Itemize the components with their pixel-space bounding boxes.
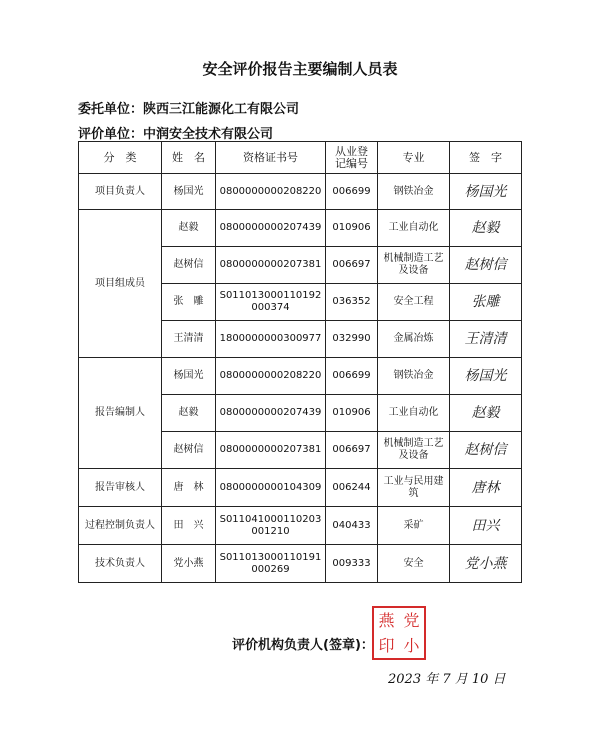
category-cell: 项目组成员 (79, 210, 162, 358)
evaluator-unit: 评价单位：中润安全技术有限公司 (78, 127, 274, 142)
name-cell: 赵毅 (162, 210, 216, 247)
cert-cell: 0800000000207381 (216, 247, 326, 284)
header-sign: 签 字 (450, 142, 522, 174)
cert-cell: S011041000110203001210 (216, 507, 326, 545)
name-cell: 杨国光 (162, 358, 216, 395)
header-category: 分 类 (79, 142, 162, 174)
table-header-row (79, 142, 522, 174)
seal-stamp (372, 606, 426, 660)
name-cell: 党小燕 (162, 545, 216, 583)
table-row (79, 358, 522, 395)
reg-cell: 006699 (326, 174, 378, 210)
seal-char: 燕 (378, 610, 395, 630)
seal-char: 小 (403, 635, 420, 655)
header-reg: 从业登 记编号 (326, 142, 378, 174)
name-cell: 赵毅 (162, 395, 216, 432)
cert-cell: 1800000000300977 (216, 321, 326, 358)
signature-cell: 党小燕 (450, 545, 522, 583)
name-cell: 张 雕 (162, 284, 216, 321)
name-cell: 赵树信 (162, 247, 216, 284)
major-cell: 金属冶炼 (378, 321, 450, 358)
signature-cell: 赵树信 (450, 247, 522, 284)
major-cell: 工业自动化 (378, 395, 450, 432)
major-cell: 工业与民用建筑 (378, 469, 450, 507)
cert-cell: 0800000000208220 (216, 174, 326, 210)
document-title: 安全评价报告主要编制人员表 (202, 60, 398, 78)
seal-char: 党 (403, 610, 420, 630)
signature-cell: 杨国光 (450, 174, 522, 210)
table-row (79, 507, 522, 545)
signature-cell: 赵毅 (450, 210, 522, 247)
table-row (79, 174, 522, 210)
cert-cell: 0800000000207439 (216, 395, 326, 432)
major-cell: 安全 (378, 545, 450, 583)
personnel-table (78, 141, 522, 583)
cert-cell: 0800000000104309 (216, 469, 326, 507)
name-cell: 王清清 (162, 321, 216, 358)
major-cell: 采矿 (378, 507, 450, 545)
client-unit: 委托单位：陕西三江能源化工有限公司 (78, 102, 300, 117)
major-cell: 钢铁冶金 (378, 174, 450, 210)
reg-cell: 032990 (326, 321, 378, 358)
header-major: 专业 (378, 142, 450, 174)
cert-cell: 0800000000207381 (216, 432, 326, 469)
reg-cell: 010906 (326, 395, 378, 432)
name-cell: 田 兴 (162, 507, 216, 545)
reg-cell: 036352 (326, 284, 378, 321)
signature-cell: 唐林 (450, 469, 522, 507)
major-cell: 机械制造工艺及设备 (378, 432, 450, 469)
name-cell: 唐 林 (162, 469, 216, 507)
category-cell: 项目负责人 (79, 174, 162, 210)
major-cell: 工业自动化 (378, 210, 450, 247)
name-cell: 赵树信 (162, 432, 216, 469)
category-cell: 报告审核人 (79, 469, 162, 507)
seal-char: 印 (378, 635, 395, 655)
header-name: 姓 名 (162, 142, 216, 174)
category-cell: 报告编制人 (79, 358, 162, 469)
reg-cell: 006697 (326, 432, 378, 469)
signature-cell: 赵树信 (450, 432, 522, 469)
category-cell: 过程控制负责人 (79, 507, 162, 545)
reg-cell: 006697 (326, 247, 378, 284)
reg-cell: 006244 (326, 469, 378, 507)
signature-cell: 王清清 (450, 321, 522, 358)
major-cell: 钢铁冶金 (378, 358, 450, 395)
cert-cell: 0800000000208220 (216, 358, 326, 395)
header-cert: 资格证书号 (216, 142, 326, 174)
reg-cell: 010906 (326, 210, 378, 247)
cert-cell: 0800000000207439 (216, 210, 326, 247)
category-cell: 技术负责人 (79, 545, 162, 583)
reg-cell: 040433 (326, 507, 378, 545)
table-row (79, 469, 522, 507)
sign-date: 2023 年 7 月 10 日 (388, 672, 506, 687)
cert-cell: S011013000110192000374 (216, 284, 326, 321)
name-cell: 杨国光 (162, 174, 216, 210)
major-cell: 机械制造工艺及设备 (378, 247, 450, 284)
table-row (79, 545, 522, 583)
signature-cell: 张雕 (450, 284, 522, 321)
sign-label: 评价机构负责人(签章)： (232, 638, 374, 653)
reg-cell: 009333 (326, 545, 378, 583)
major-cell: 安全工程 (378, 284, 450, 321)
signature-cell: 杨国光 (450, 358, 522, 395)
cert-cell: S011013000110191000269 (216, 545, 326, 583)
table-row (79, 210, 522, 247)
signature-cell: 田兴 (450, 507, 522, 545)
signature-cell: 赵毅 (450, 395, 522, 432)
reg-cell: 006699 (326, 358, 378, 395)
